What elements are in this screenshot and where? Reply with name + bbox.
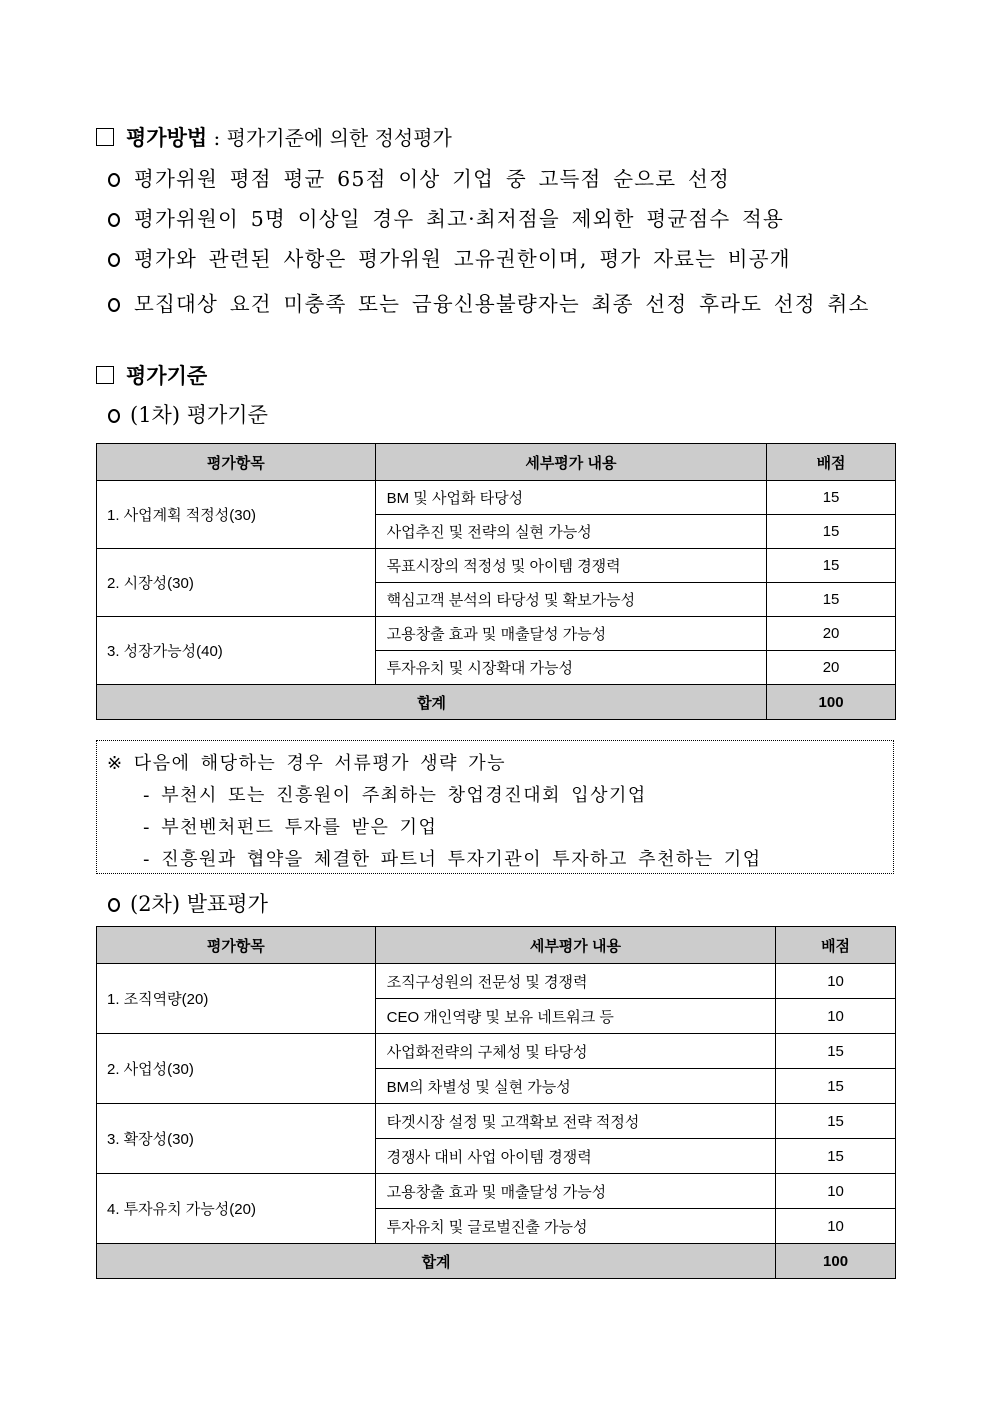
circle-bullet-icon (108, 898, 120, 912)
table-row (97, 964, 896, 999)
first-round-criteria-table (96, 443, 896, 720)
bullet-item (108, 202, 784, 232)
bullet-text: 평가위원 평점 평균 65점 이상 기업 중 고득점 순으로 선정 (134, 167, 730, 191)
table-header-row (97, 927, 896, 964)
circle-bullet-icon (108, 298, 120, 312)
total-label: 합계 (97, 1244, 776, 1279)
note-item: - 부천벤처펀드 투자를 받은 기업 (143, 817, 438, 838)
detail-cell: 사업화전략의 구체성 및 타당성 (375, 1034, 775, 1069)
detail-cell: 타겟시장 설정 및 고객확보 전략 적정성 (375, 1104, 775, 1139)
score-cell: 15 (776, 1069, 896, 1104)
total-row (97, 1244, 896, 1279)
category-cell: 4. 투자유치 가능성(20) (97, 1174, 376, 1244)
category-cell: 3. 성장가능성(40) (97, 617, 376, 685)
subheading-text: (2차) 발표평가 (130, 892, 268, 916)
score-cell: 15 (767, 549, 896, 583)
subheading-first-round (108, 399, 268, 429)
section-heading-method (96, 122, 452, 152)
header-score: 배점 (767, 444, 896, 481)
detail-cell: 경쟁사 대비 사업 아이템 경쟁력 (375, 1139, 775, 1174)
score-cell: 20 (767, 651, 896, 685)
score-cell: 10 (776, 999, 896, 1034)
detail-cell: 목표시장의 적정성 및 아이템 경쟁력 (375, 549, 766, 583)
detail-cell: BM의 차별성 및 실현 가능성 (375, 1069, 775, 1104)
checkbox-square-icon (96, 366, 114, 384)
section-desc: 평가기준에 의한 정성평가 (226, 126, 452, 150)
total-value: 100 (767, 685, 896, 720)
checkbox-square-icon (96, 128, 114, 146)
second-round-criteria-table (96, 926, 896, 1279)
table-row (97, 1034, 896, 1069)
circle-bullet-icon (108, 213, 120, 227)
circle-bullet-icon (108, 173, 120, 187)
section-heading-criteria (96, 360, 207, 390)
note-title: ※ 다음에 해당하는 경우 서류평가 생략 가능 (107, 753, 507, 774)
header-detail: 세부평가 내용 (375, 927, 775, 964)
total-row (97, 685, 896, 720)
header-category: 평가항목 (97, 927, 376, 964)
score-cell: 15 (767, 515, 896, 549)
header-score: 배점 (776, 927, 896, 964)
header-detail: 세부평가 내용 (375, 444, 766, 481)
score-cell: 15 (767, 583, 896, 617)
total-label: 합계 (97, 685, 767, 720)
detail-cell: 고용창출 효과 및 매출달성 가능성 (375, 617, 766, 651)
score-cell: 15 (767, 481, 896, 515)
bullet-text: 모집대상 요건 미충족 또는 금융신용불량자는 최종 선정 후라도 선정 취소 (134, 292, 870, 316)
detail-cell: 고용창출 효과 및 매출달성 가능성 (375, 1174, 775, 1209)
category-cell: 2. 시장성(30) (97, 549, 376, 617)
bullet-item (108, 242, 791, 272)
table-row (97, 1174, 896, 1209)
bullet-item (108, 287, 870, 317)
detail-cell: 투자유치 및 시장확대 가능성 (375, 651, 766, 685)
header-category: 평가항목 (97, 444, 376, 481)
bullet-text: 평가위원이 5명 이상일 경우 최고·최저점을 제외한 평균점수 적용 (134, 207, 785, 231)
table-header-row (97, 444, 896, 481)
detail-cell: 핵심고객 분석의 타당성 및 확보가능성 (375, 583, 766, 617)
category-cell: 1. 조직역량(20) (97, 964, 376, 1034)
note-item: - 부천시 또는 진흥원이 주최하는 창업경진대회 입상기업 (143, 785, 647, 806)
table-row (97, 1104, 896, 1139)
subheading-second-round (108, 888, 268, 918)
detail-cell: 사업추진 및 전략의 실현 가능성 (375, 515, 766, 549)
section-title: 평가방법 (126, 125, 208, 150)
detail-cell: BM 및 사업화 타당성 (375, 481, 766, 515)
separator: : (207, 126, 227, 150)
bullet-item (108, 162, 730, 192)
circle-bullet-icon (108, 409, 120, 423)
score-cell: 10 (776, 964, 896, 999)
table-row (97, 481, 896, 515)
note-item: - 진흥원과 협약을 체결한 파트너 투자기관이 투자하고 추천하는 기업 (143, 849, 762, 870)
score-cell: 10 (776, 1174, 896, 1209)
score-cell: 15 (776, 1139, 896, 1174)
section-title: 평가기준 (126, 363, 208, 388)
circle-bullet-icon (108, 253, 120, 267)
table-row (97, 549, 896, 583)
score-cell: 20 (767, 617, 896, 651)
table-row (97, 617, 896, 651)
score-cell: 15 (776, 1104, 896, 1139)
score-cell: 10 (776, 1209, 896, 1244)
subheading-text: (1차) 평가기준 (130, 403, 268, 427)
score-cell: 15 (776, 1034, 896, 1069)
detail-cell: CEO 개인역량 및 보유 네트워크 등 (375, 999, 775, 1034)
category-cell: 3. 확장성(30) (97, 1104, 376, 1174)
document-review-exemption-note (96, 740, 894, 874)
category-cell: 1. 사업계획 적정성(30) (97, 481, 376, 549)
total-value: 100 (776, 1244, 896, 1279)
category-cell: 2. 사업성(30) (97, 1034, 376, 1104)
detail-cell: 투자유치 및 글로벌진출 가능성 (375, 1209, 775, 1244)
bullet-text: 평가와 관련된 사항은 평가위원 고유권한이며, 평가 자료는 비공개 (134, 247, 791, 271)
detail-cell: 조직구성원의 전문성 및 경쟁력 (375, 964, 775, 999)
